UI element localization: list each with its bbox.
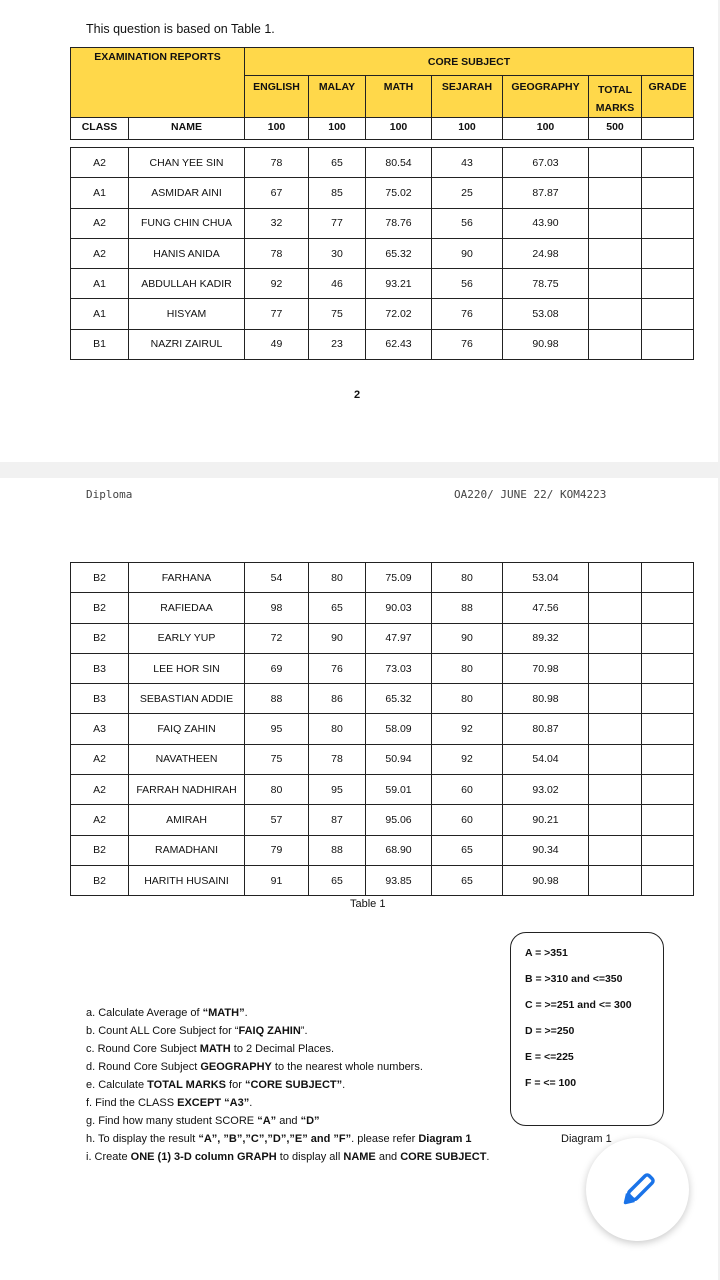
question-text-segment: ”. bbox=[300, 1025, 308, 1037]
question-text-segment: c. Round Core Subject bbox=[86, 1043, 200, 1055]
cell-math: 72.02 bbox=[366, 299, 432, 329]
cell-grade bbox=[642, 178, 694, 208]
table-row bbox=[71, 805, 694, 835]
cell-grade bbox=[642, 744, 694, 774]
question-item bbox=[86, 1112, 489, 1130]
column-header-math: MATH bbox=[366, 76, 432, 118]
max-mark-total: 500 bbox=[589, 118, 642, 140]
cell-class: A2 bbox=[71, 805, 129, 835]
table-row bbox=[71, 653, 694, 683]
max-mark-math: 100 bbox=[366, 118, 432, 140]
cell-math: 93.21 bbox=[366, 269, 432, 299]
cell-malay: 77 bbox=[309, 208, 366, 238]
cell-sejarah: 80 bbox=[432, 684, 503, 714]
cell-geography: 67.03 bbox=[503, 148, 589, 178]
cell-sejarah: 56 bbox=[432, 269, 503, 299]
diagram-line-c: C = >=251 and <= 300 bbox=[525, 999, 632, 1011]
question-text-segment: h. To display the result bbox=[86, 1133, 199, 1145]
cell-malay: 46 bbox=[309, 269, 366, 299]
diagram-caption: Diagram 1 bbox=[561, 1133, 612, 1145]
cell-name: FAIQ ZAHIN bbox=[129, 714, 245, 744]
cell-name: FUNG CHIN CHUA bbox=[129, 208, 245, 238]
table-spacer bbox=[71, 140, 694, 148]
cell-geography: 53.08 bbox=[503, 299, 589, 329]
cell-class: A2 bbox=[71, 208, 129, 238]
examination-table-part-1 bbox=[70, 47, 694, 360]
cell-sejarah: 88 bbox=[432, 593, 503, 623]
cell-english: 91 bbox=[245, 865, 309, 895]
table-row bbox=[71, 835, 694, 865]
question-text-segment: Diagram 1 bbox=[418, 1133, 472, 1145]
cell-class: A2 bbox=[71, 148, 129, 178]
question-text-segment: FAIQ ZAHIN bbox=[238, 1025, 301, 1037]
cell-total-marks bbox=[589, 238, 642, 268]
cell-geography: 47.56 bbox=[503, 593, 589, 623]
header-right: OA220/ JUNE 22/ KOM4223 bbox=[454, 488, 607, 501]
cell-total-marks bbox=[589, 593, 642, 623]
cell-math: 59.01 bbox=[366, 775, 432, 805]
question-item bbox=[86, 1058, 489, 1076]
question-item bbox=[86, 1076, 489, 1094]
question-text-segment: . bbox=[244, 1007, 248, 1019]
cell-geography: 93.02 bbox=[503, 775, 589, 805]
question-text-segment: “D” bbox=[300, 1115, 320, 1127]
question-text-segment: ONE (1) 3-D column GRAPH bbox=[130, 1151, 277, 1163]
table-row bbox=[71, 744, 694, 774]
cell-grade bbox=[642, 684, 694, 714]
table-row bbox=[71, 148, 694, 178]
cell-grade bbox=[642, 148, 694, 178]
cell-class: B2 bbox=[71, 835, 129, 865]
cell-class: B2 bbox=[71, 865, 129, 895]
cell-name: LEE HOR SIN bbox=[129, 653, 245, 683]
cell-class: A1 bbox=[71, 178, 129, 208]
cell-math: 95.06 bbox=[366, 805, 432, 835]
cell-class: B2 bbox=[71, 623, 129, 653]
question-text-segment: e. Calculate bbox=[86, 1079, 148, 1091]
cell-geography: 90.98 bbox=[503, 865, 589, 895]
cell-class: B3 bbox=[71, 684, 129, 714]
column-header-grade: GRADE bbox=[642, 76, 694, 118]
cell-malay: 76 bbox=[309, 653, 366, 683]
cell-total-marks bbox=[589, 299, 642, 329]
cell-math: 65.32 bbox=[366, 238, 432, 268]
cell-class: A1 bbox=[71, 299, 129, 329]
max-mark-sejarah: 100 bbox=[432, 118, 503, 140]
cell-name: FARRAH NADHIRAH bbox=[129, 775, 245, 805]
cell-malay: 90 bbox=[309, 623, 366, 653]
question-item bbox=[86, 1130, 489, 1148]
cell-sejarah: 90 bbox=[432, 623, 503, 653]
cell-english: 54 bbox=[245, 563, 309, 593]
cell-english: 95 bbox=[245, 714, 309, 744]
cell-malay: 75 bbox=[309, 299, 366, 329]
cell-sejarah: 80 bbox=[432, 653, 503, 683]
question-text-segment: MATH bbox=[199, 1043, 231, 1055]
diagram-1-box bbox=[510, 932, 664, 1126]
question-item bbox=[86, 1004, 489, 1022]
cell-total-marks bbox=[589, 805, 642, 835]
cell-sejarah: 76 bbox=[432, 329, 503, 359]
cell-grade bbox=[642, 775, 694, 805]
cell-class: A3 bbox=[71, 714, 129, 744]
cell-malay: 87 bbox=[309, 805, 366, 835]
cell-grade bbox=[642, 714, 694, 744]
question-text-segment: “A” bbox=[257, 1115, 277, 1127]
cell-geography: 54.04 bbox=[503, 744, 589, 774]
cell-english: 69 bbox=[245, 653, 309, 683]
cell-total-marks bbox=[589, 865, 642, 895]
column-header-total-marks bbox=[589, 76, 642, 118]
cell-sejarah: 80 bbox=[432, 563, 503, 593]
cell-malay: 23 bbox=[309, 329, 366, 359]
cell-malay: 80 bbox=[309, 714, 366, 744]
cell-math: 90.03 bbox=[366, 593, 432, 623]
cell-geography: 70.98 bbox=[503, 653, 589, 683]
question-text-segment: . bbox=[249, 1097, 253, 1109]
document-page-1 bbox=[0, 0, 718, 462]
question-text-segment: and bbox=[375, 1151, 401, 1163]
cell-sejarah: 92 bbox=[432, 714, 503, 744]
exam-reports-header: EXAMINATION REPORTS bbox=[71, 48, 245, 118]
cell-grade bbox=[642, 269, 694, 299]
cell-geography: 43.90 bbox=[503, 208, 589, 238]
question-item bbox=[86, 1022, 489, 1040]
page-number: 2 bbox=[354, 389, 361, 401]
question-text-segment: d. Round Core Subject bbox=[86, 1061, 201, 1073]
cell-grade bbox=[642, 329, 694, 359]
cell-malay: 85 bbox=[309, 178, 366, 208]
cell-total-marks bbox=[589, 269, 642, 299]
cell-geography: 87.87 bbox=[503, 178, 589, 208]
question-text-segment: a. Calculate Average of bbox=[86, 1007, 203, 1019]
table-row bbox=[71, 593, 694, 623]
cell-english: 72 bbox=[245, 623, 309, 653]
diagram-line-b: B = >310 and <=350 bbox=[525, 973, 623, 985]
cell-total-marks bbox=[589, 623, 642, 653]
total-marks-line-2: MARKS bbox=[595, 102, 635, 114]
table-body-part-2 bbox=[71, 563, 694, 896]
column-header-sejarah: SEJARAH bbox=[432, 76, 503, 118]
cell-geography: 78.75 bbox=[503, 269, 589, 299]
question-text-segment: TOTAL MARKS bbox=[147, 1079, 226, 1091]
question-text-segment: i. Create bbox=[86, 1151, 131, 1163]
cell-grade bbox=[642, 835, 694, 865]
cell-class: A2 bbox=[71, 238, 129, 268]
cell-math: 65.32 bbox=[366, 684, 432, 714]
cell-sejarah: 65 bbox=[432, 865, 503, 895]
cell-malay: 65 bbox=[309, 593, 366, 623]
cell-geography: 90.34 bbox=[503, 835, 589, 865]
table-row bbox=[71, 563, 694, 593]
cell-english: 78 bbox=[245, 148, 309, 178]
cell-name: NAZRI ZAIRUL bbox=[129, 329, 245, 359]
question-text-segment: EXCEPT “A3” bbox=[177, 1097, 250, 1109]
cell-geography: 90.21 bbox=[503, 805, 589, 835]
cell-name: HANIS ANIDA bbox=[129, 238, 245, 268]
cell-class: B1 bbox=[71, 329, 129, 359]
edit-fab-button[interactable] bbox=[586, 1138, 689, 1241]
diagram-line-e: E = <=225 bbox=[525, 1051, 574, 1063]
cell-total-marks bbox=[589, 684, 642, 714]
cell-name: AMIRAH bbox=[129, 805, 245, 835]
cell-grade bbox=[642, 299, 694, 329]
column-header-malay: MALAY bbox=[309, 76, 366, 118]
cell-sejarah: 60 bbox=[432, 775, 503, 805]
cell-grade bbox=[642, 653, 694, 683]
cell-malay: 65 bbox=[309, 148, 366, 178]
examination-table-part-2 bbox=[70, 562, 694, 896]
cell-total-marks bbox=[589, 835, 642, 865]
cell-geography: 80.87 bbox=[503, 714, 589, 744]
cell-math: 93.85 bbox=[366, 865, 432, 895]
cell-name: FARHANA bbox=[129, 563, 245, 593]
total-marks-line-1: TOTAL bbox=[597, 84, 633, 96]
cell-total-marks bbox=[589, 208, 642, 238]
cell-name: EARLY YUP bbox=[129, 623, 245, 653]
cell-malay: 88 bbox=[309, 835, 366, 865]
cell-english: 88 bbox=[245, 684, 309, 714]
diagram-line-d: D = >=250 bbox=[525, 1025, 575, 1037]
question-text-segment: to display all bbox=[276, 1151, 344, 1163]
cell-name: ABDULLAH KADIR bbox=[129, 269, 245, 299]
cell-total-marks bbox=[589, 563, 642, 593]
cell-geography: 90.98 bbox=[503, 329, 589, 359]
cell-grade bbox=[642, 238, 694, 268]
cell-grade bbox=[642, 563, 694, 593]
cell-class: A2 bbox=[71, 775, 129, 805]
cell-class: B2 bbox=[71, 563, 129, 593]
cell-math: 62.43 bbox=[366, 329, 432, 359]
cell-grade bbox=[642, 865, 694, 895]
name-header: NAME bbox=[129, 118, 245, 140]
class-header: CLASS bbox=[71, 118, 129, 140]
core-subject-header: CORE SUBJECT bbox=[245, 48, 694, 76]
cell-english: 77 bbox=[245, 299, 309, 329]
cell-total-marks bbox=[589, 178, 642, 208]
cell-total-marks bbox=[589, 744, 642, 774]
cell-sejarah: 43 bbox=[432, 148, 503, 178]
table-row bbox=[71, 714, 694, 744]
grade-header-blank bbox=[642, 118, 694, 140]
cell-name: RAFIEDAA bbox=[129, 593, 245, 623]
cell-english: 32 bbox=[245, 208, 309, 238]
cell-math: 78.76 bbox=[366, 208, 432, 238]
column-header-english: ENGLISH bbox=[245, 76, 309, 118]
cell-english: 75 bbox=[245, 744, 309, 774]
cell-malay: 65 bbox=[309, 865, 366, 895]
cell-geography: 80.98 bbox=[503, 684, 589, 714]
question-text-segment: g. Find how many student SCORE bbox=[86, 1115, 258, 1127]
cell-name: ASMIDAR AINI bbox=[129, 178, 245, 208]
question-text-segment: . bbox=[342, 1079, 346, 1091]
diagram-line-f: F = <= 100 bbox=[525, 1077, 577, 1089]
cell-english: 98 bbox=[245, 593, 309, 623]
question-item bbox=[86, 1040, 489, 1058]
question-list bbox=[86, 1004, 489, 1166]
cell-sejarah: 92 bbox=[432, 744, 503, 774]
table-row bbox=[71, 775, 694, 805]
question-text-segment: f. Find the CLASS bbox=[86, 1097, 178, 1109]
cell-math: 50.94 bbox=[366, 744, 432, 774]
question-text-segment: NAME bbox=[343, 1151, 376, 1163]
question-text-segment: and bbox=[276, 1115, 301, 1127]
cell-geography: 53.04 bbox=[503, 563, 589, 593]
cell-english: 78 bbox=[245, 238, 309, 268]
table-row bbox=[71, 329, 694, 359]
cell-geography: 24.98 bbox=[503, 238, 589, 268]
cell-sejarah: 65 bbox=[432, 835, 503, 865]
cell-malay: 95 bbox=[309, 775, 366, 805]
question-item bbox=[86, 1148, 489, 1166]
header-left: Diploma bbox=[86, 488, 133, 501]
table-row bbox=[71, 238, 694, 268]
diagram-line-a: A = >351 bbox=[525, 947, 568, 959]
cell-sejarah: 76 bbox=[432, 299, 503, 329]
question-text-segment: GEOGRAPHY bbox=[200, 1061, 272, 1073]
question-text-segment: “CORE SUBJECT” bbox=[244, 1079, 343, 1091]
cell-math: 47.97 bbox=[366, 623, 432, 653]
cell-name: HISYAM bbox=[129, 299, 245, 329]
cell-sejarah: 60 bbox=[432, 805, 503, 835]
cell-malay: 80 bbox=[309, 563, 366, 593]
question-text-segment: to 2 Decimal Places. bbox=[230, 1043, 335, 1055]
cell-geography: 89.32 bbox=[503, 623, 589, 653]
cell-math: 75.09 bbox=[366, 563, 432, 593]
question-text-segment: “A”, ”B”,”C”,”D”,”E” and ”F” bbox=[198, 1133, 352, 1145]
question-item bbox=[86, 1094, 489, 1112]
question-text-segment: “MATH” bbox=[202, 1007, 245, 1019]
cell-math: 73.03 bbox=[366, 653, 432, 683]
question-text-segment: . please refer bbox=[351, 1133, 419, 1145]
cell-class: A1 bbox=[71, 269, 129, 299]
cell-total-marks bbox=[589, 148, 642, 178]
table-row bbox=[71, 178, 694, 208]
cell-math: 58.09 bbox=[366, 714, 432, 744]
cell-name: CHAN YEE SIN bbox=[129, 148, 245, 178]
cell-grade bbox=[642, 593, 694, 623]
cell-sejarah: 90 bbox=[432, 238, 503, 268]
question-text-segment: . bbox=[486, 1151, 490, 1163]
cell-english: 79 bbox=[245, 835, 309, 865]
cell-name: SEBASTIAN ADDIE bbox=[129, 684, 245, 714]
cell-total-marks bbox=[589, 714, 642, 744]
cell-math: 68.90 bbox=[366, 835, 432, 865]
cell-math: 75.02 bbox=[366, 178, 432, 208]
max-mark-geography: 100 bbox=[503, 118, 589, 140]
cell-english: 57 bbox=[245, 805, 309, 835]
cell-english: 92 bbox=[245, 269, 309, 299]
cell-english: 49 bbox=[245, 329, 309, 359]
cell-name: RAMADHANI bbox=[129, 835, 245, 865]
cell-grade bbox=[642, 623, 694, 653]
cell-english: 67 bbox=[245, 178, 309, 208]
intro-text: This question is based on Table 1. bbox=[86, 22, 275, 36]
cell-english: 80 bbox=[245, 775, 309, 805]
cell-total-marks bbox=[589, 329, 642, 359]
max-mark-malay: 100 bbox=[309, 118, 366, 140]
cell-grade bbox=[642, 805, 694, 835]
cell-class: B2 bbox=[71, 593, 129, 623]
table-row bbox=[71, 299, 694, 329]
question-text-segment: b. Count ALL Core Subject for “ bbox=[86, 1025, 239, 1037]
cell-total-marks bbox=[589, 775, 642, 805]
question-text-segment: for bbox=[226, 1079, 245, 1091]
cell-math: 80.54 bbox=[366, 148, 432, 178]
table-row bbox=[71, 623, 694, 653]
cell-malay: 86 bbox=[309, 684, 366, 714]
cell-total-marks bbox=[589, 653, 642, 683]
question-text-segment: to the nearest whole numbers. bbox=[271, 1061, 423, 1073]
cell-class: A2 bbox=[71, 744, 129, 774]
cell-sejarah: 56 bbox=[432, 208, 503, 238]
cell-sejarah: 25 bbox=[432, 178, 503, 208]
table-body-part-1 bbox=[71, 148, 694, 360]
table-row bbox=[71, 865, 694, 895]
question-text-segment: CORE SUBJECT bbox=[400, 1151, 487, 1163]
table-row bbox=[71, 269, 694, 299]
cell-malay: 30 bbox=[309, 238, 366, 268]
table-caption: Table 1 bbox=[350, 898, 386, 910]
cell-class: B3 bbox=[71, 653, 129, 683]
column-header-geography: GEOGRAPHY bbox=[503, 76, 589, 118]
table-row bbox=[71, 208, 694, 238]
cell-malay: 78 bbox=[309, 744, 366, 774]
cell-grade bbox=[642, 208, 694, 238]
cell-name: HARITH HUSAINI bbox=[129, 865, 245, 895]
pencil-icon bbox=[618, 1170, 658, 1210]
max-mark-english: 100 bbox=[245, 118, 309, 140]
cell-name: NAVATHEEN bbox=[129, 744, 245, 774]
table-row bbox=[71, 684, 694, 714]
